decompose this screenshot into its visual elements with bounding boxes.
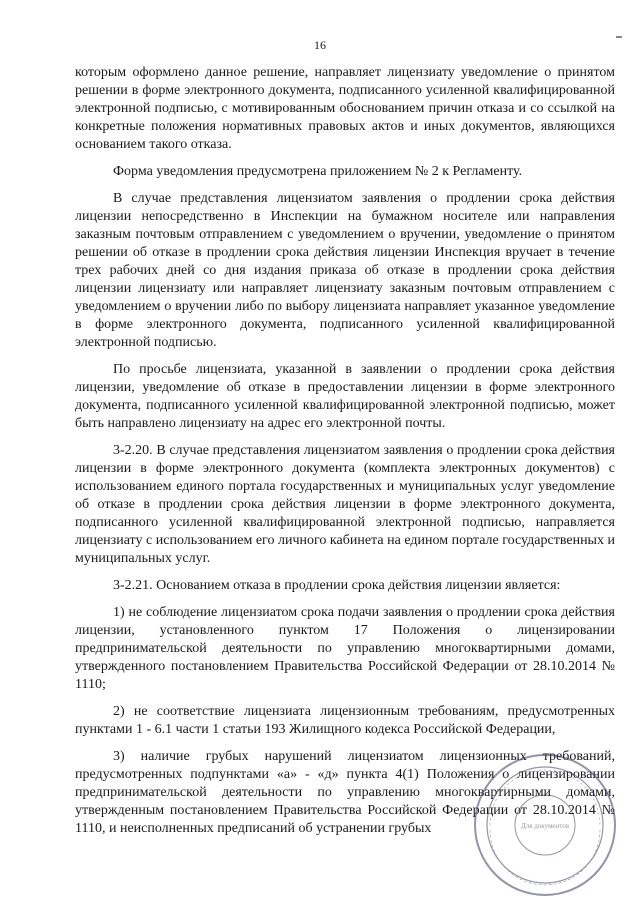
- paragraph-8: 2) не соответствие лицензиата лицензионным требованиям, предусмотренных пунктами 1 - 6.1 части 1 статьи 193 Жилищного кодекса Российской Федерации,: [75, 704, 615, 737]
- paragraph-4: По просьбе лицензиата, указанной в заявлении о продлении срока действия лицензии, уведомление об отказе в предоставлении лицензии в форме электронного документа, подписанного усиленной квалифицированной электронной подписью, может быть направлено лицензиату на адрес его электронной почты.: [75, 362, 615, 431]
- paragraph-5: 3-2.20. В случае представления лицензиатом заявления о продлении срока действия лицензии в форме электронного документа (комплекта электронных документов) с использованием единого портала государственных и муниципальных услуг уведомление об отказе в продлении срока действия лицензии в форме электронного документа, подписанного усиленной квалифицированной электронной подписью, направляется лицензиату с использованием его личного кабинета на едином портале государственных и муниципальных услуг.: [75, 443, 615, 566]
- paragraph-1: которым оформлено данное решение, направляет лицензиату уведомление о принятом решении в форме электронного документа, подписанного усиленной квалифицированной электронной подписью, с мотивированным обоснованием причин отказа и со ссылкой на конкретные положения нормативных правовых актов и иных документов, являющихся основанием такого отказа.: [75, 65, 615, 152]
- paragraph-2: Форма уведомления предусмотрена приложением № 2 к Регламенту.: [113, 164, 523, 179]
- paragraph-9: 3) наличие грубых нарушений лицензиатом лицензионных требований, предусмотренных подпунктами «а» - «д» пункта 4(1) Положения о лицензировании предпринимательской деятельности по управлению многоквартирными домами, утвержденным постановлением Правительства Российской Федерации от 28.10.2014 № 1110, и неисполненных предписаний об устранении грубых: [75, 749, 615, 836]
- paragraph-7: 1) не соблюдение лицензиатом срока подачи заявления о продлении срока действия лицензии, установленного пунктом 17 Положения о лицензировании предпринимательской деятельности по управлению многоквартирными домами, утвержденного постановлением Правительства Российской Федерации от 28.10.2014 № 1110;: [75, 605, 615, 692]
- paragraph-3: В случае представления лицензиатом заявления о продлении срока действия лицензии непосредственно в Инспекции на бумажном носителе или направления заказным почтовым отправлением с уведомлением о вручении, уведомление о принятом решении об отказе в продлении срока действия лицензии Инспекция вручает в течение трех рабочих дней со дня издания приказа об отказе в продлении срока действия лицензии лицензиату или направляет лицензиату заказным почтовым отправлением с уведомлением о вручении либо по выбору лицензиата направляет указанное уведомление в форме электронного документа, подписанного усиленной квалифицированной электронной подписью.: [75, 191, 615, 350]
- stamp-label: Для документов: [520, 822, 570, 830]
- paragraph-6: 3-2.21. Основанием отказа в продлении срока действия лицензии является:: [113, 578, 561, 593]
- page-number: 16: [314, 38, 326, 52]
- document-body: [75, 64, 615, 847]
